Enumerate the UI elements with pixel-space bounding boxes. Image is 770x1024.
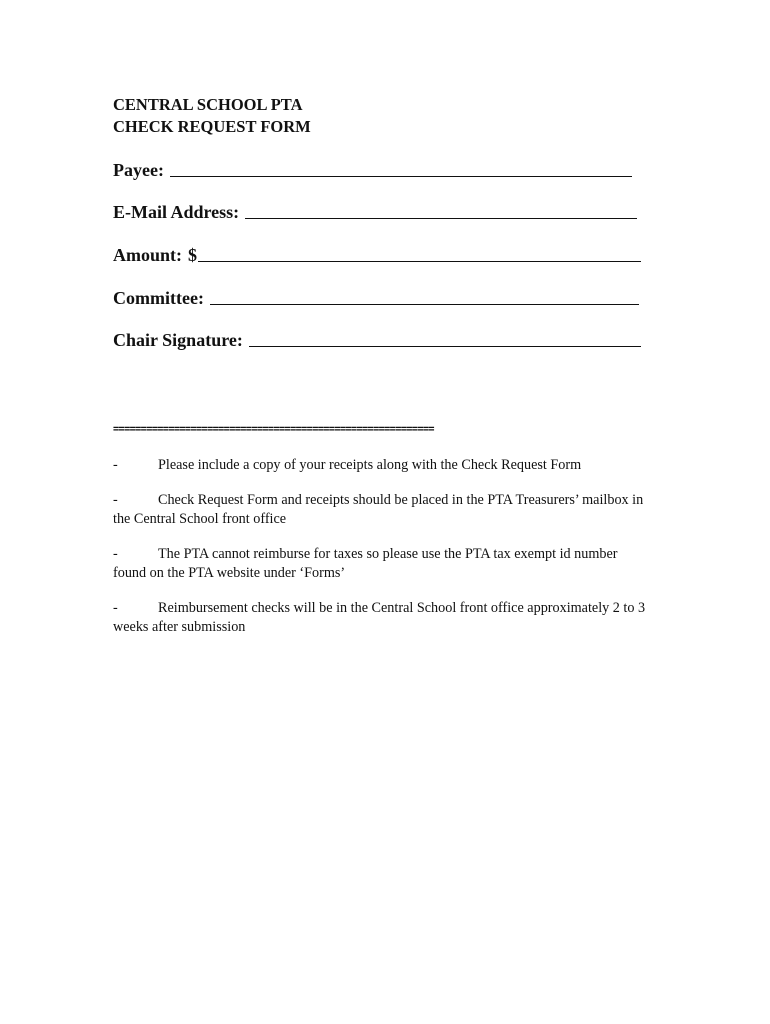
- instruction-text: Please include a copy of your receipts along with the Check Request Form: [158, 457, 582, 473]
- bullet-dash: -: [113, 600, 118, 616]
- committee-blank-line[interactable]: [210, 304, 639, 305]
- amount-field: [113, 242, 641, 266]
- bullet-dash: -: [113, 492, 118, 508]
- form-title: CHECK REQUEST FORM: [113, 117, 311, 136]
- chair-signature-label: Chair Signature:: [113, 330, 243, 350]
- section-divider: ==========================================================: [113, 424, 434, 435]
- bullet-dash: -: [113, 546, 118, 562]
- amount-label: Amount:: [113, 245, 183, 265]
- instruction-item: [113, 545, 653, 583]
- instruction-text: Reimbursement checks will be in the Central School front office approximately 2 to 3 weeks after submission: [113, 600, 646, 635]
- form-header: [113, 94, 311, 138]
- payee-field: [113, 157, 632, 181]
- bullet-dash: -: [113, 457, 118, 473]
- instruction-text: The PTA cannot reimburse for taxes so please use the PTA tax exempt id number found on the PTA website under ‘Forms’: [113, 546, 618, 581]
- currency-symbol: $: [188, 245, 198, 265]
- email-field: [113, 199, 637, 223]
- chair-signature-field: [113, 327, 641, 351]
- organization-title: CENTRAL SCHOOL PTA: [113, 95, 303, 114]
- email-label: E-Mail Address:: [113, 202, 240, 222]
- chair-signature-blank-line[interactable]: [249, 346, 641, 347]
- payee-label: Payee:: [113, 160, 164, 180]
- instruction-item: [113, 599, 653, 637]
- committee-field: [113, 285, 639, 309]
- instruction-item: [113, 491, 653, 529]
- amount-blank-line[interactable]: [198, 261, 641, 262]
- email-blank-line[interactable]: [245, 218, 637, 219]
- instruction-item: [113, 456, 653, 475]
- payee-blank-line[interactable]: [170, 176, 632, 177]
- instructions-list: [113, 456, 653, 653]
- instruction-text: Check Request Form and receipts should be placed in the PTA Treasurers’ mailbox in the Central School front office: [113, 492, 644, 527]
- committee-label: Committee:: [113, 288, 204, 308]
